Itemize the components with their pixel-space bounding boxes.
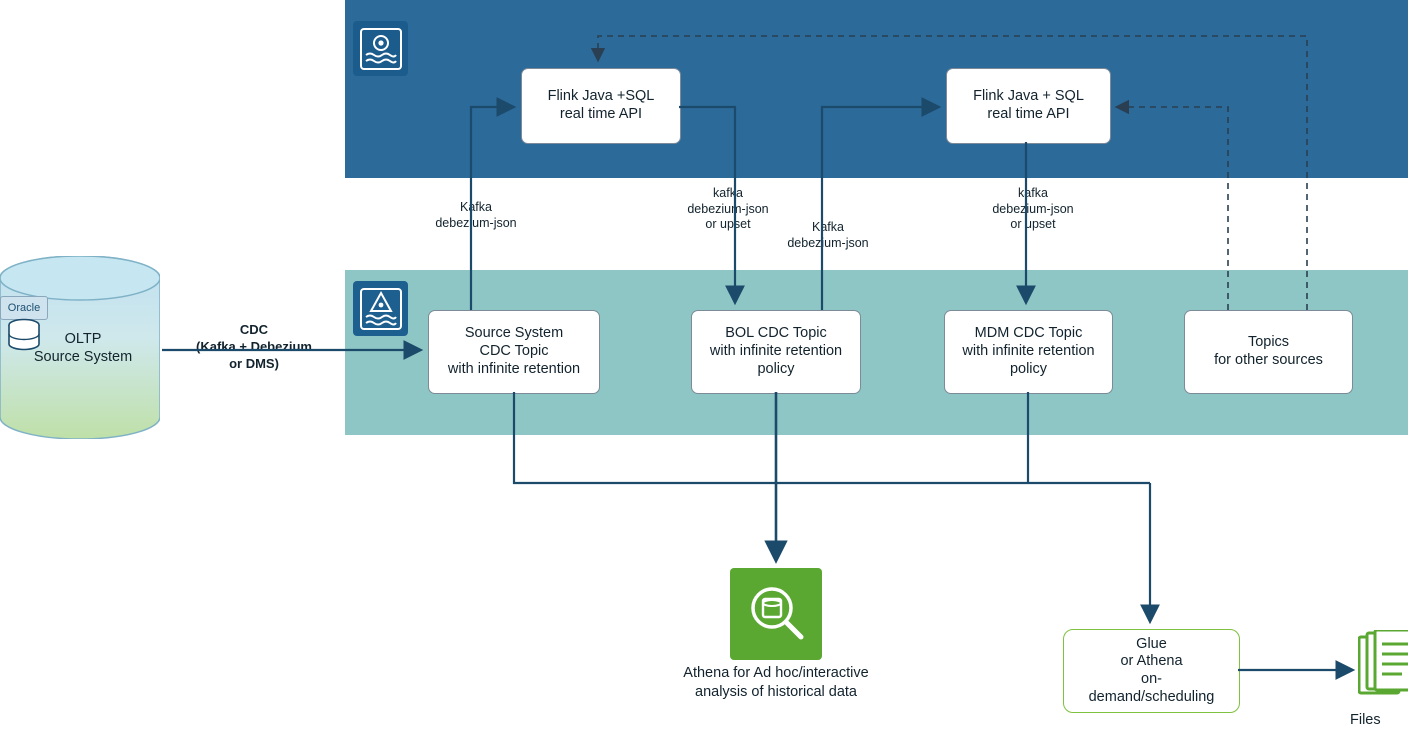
athena-caption-line1: Athena for Ad hoc/interactive xyxy=(683,665,869,681)
topic-box-bol-cdc[interactable] xyxy=(691,310,861,394)
edge-label-4-line1: kafka xyxy=(1018,186,1048,200)
edge-label-1 xyxy=(398,200,554,231)
oltp-source-label xyxy=(8,330,158,366)
cdc-edge-label-line2: (Kafka + Debezium xyxy=(196,338,312,354)
glue-line1: Glue xyxy=(1136,635,1167,652)
edge-label-4 xyxy=(955,186,1111,233)
athena-magnifier-icon xyxy=(730,568,822,660)
topic-box-1-line3: with infinite retention xyxy=(447,360,581,377)
cdc-edge-label-line3: or DMS) xyxy=(229,355,279,371)
files-icon xyxy=(1358,630,1408,706)
edge-label-1-line1: Kafka xyxy=(460,200,492,214)
edge-label-3 xyxy=(750,220,906,251)
topic-box-1-line1: Source System xyxy=(464,325,564,342)
topic-box-mdm-cdc[interactable] xyxy=(944,310,1113,394)
cdc-edge-label xyxy=(170,322,338,373)
oltp-source-label-line2: Source System xyxy=(33,349,133,366)
flink-box-1[interactable] xyxy=(521,68,681,144)
flink-box-2-line2: real time API xyxy=(987,106,1070,122)
topic-box-2-line3: policy xyxy=(757,360,795,377)
topic-box-4-line2: for other sources xyxy=(1214,352,1323,368)
flink-box-1-line2: real time API xyxy=(559,106,643,122)
topic-box-3-line3: policy xyxy=(1009,360,1048,377)
flink-box-2-line1: Flink Java + SQL xyxy=(973,88,1084,105)
glue-line4: demand/scheduling xyxy=(1088,688,1215,705)
topic-box-4-line1: Topics xyxy=(1247,334,1290,351)
glue-line2: or Athena xyxy=(1120,653,1183,670)
glue-or-athena-box[interactable] xyxy=(1063,629,1240,713)
edge-label-3-line1: Kafka xyxy=(812,220,844,234)
flink-box-1-line1: Flink Java +SQL xyxy=(547,88,655,105)
edge-label-3-line2: debezium-json xyxy=(787,235,869,250)
topic-box-source-system[interactable] xyxy=(428,310,600,394)
edge-label-2-line2: debezium-json xyxy=(687,201,769,216)
athena-caption xyxy=(640,664,912,702)
topic-box-other-sources[interactable] xyxy=(1184,310,1353,394)
flink-band xyxy=(345,0,1408,178)
glue-line3: on- xyxy=(1141,671,1162,687)
topic-box-3-line1: MDM CDC Topic xyxy=(974,325,1083,342)
edge-label-4-line2: debezium-json xyxy=(992,201,1074,216)
oracle-badge: Oracle xyxy=(0,296,48,320)
flink-box-2[interactable] xyxy=(946,68,1111,144)
cdc-edge-label-line1: CDC xyxy=(239,322,269,337)
athena-caption-line2: analysis of historical data xyxy=(695,683,857,700)
files-label: Files xyxy=(1350,712,1381,728)
topic-box-3-line2: with infinite retention xyxy=(962,343,1095,360)
flink-squirrel-icon xyxy=(353,21,408,76)
edge-label-1-line2: debezium-json xyxy=(435,215,517,230)
topic-box-2-line1: BOL CDC Topic xyxy=(725,325,827,342)
edge-label-2-line1: kafka xyxy=(713,186,743,200)
oltp-source-label-line1: OLTP xyxy=(64,331,102,347)
kafka-icon xyxy=(353,281,408,336)
topic-box-2-line2: with infinite retention xyxy=(709,343,843,360)
topic-box-1-line2: CDC Topic xyxy=(479,343,549,360)
edge-label-2-line3: or upset xyxy=(705,217,751,232)
edge-label-4-line3: or upset xyxy=(1010,217,1056,232)
